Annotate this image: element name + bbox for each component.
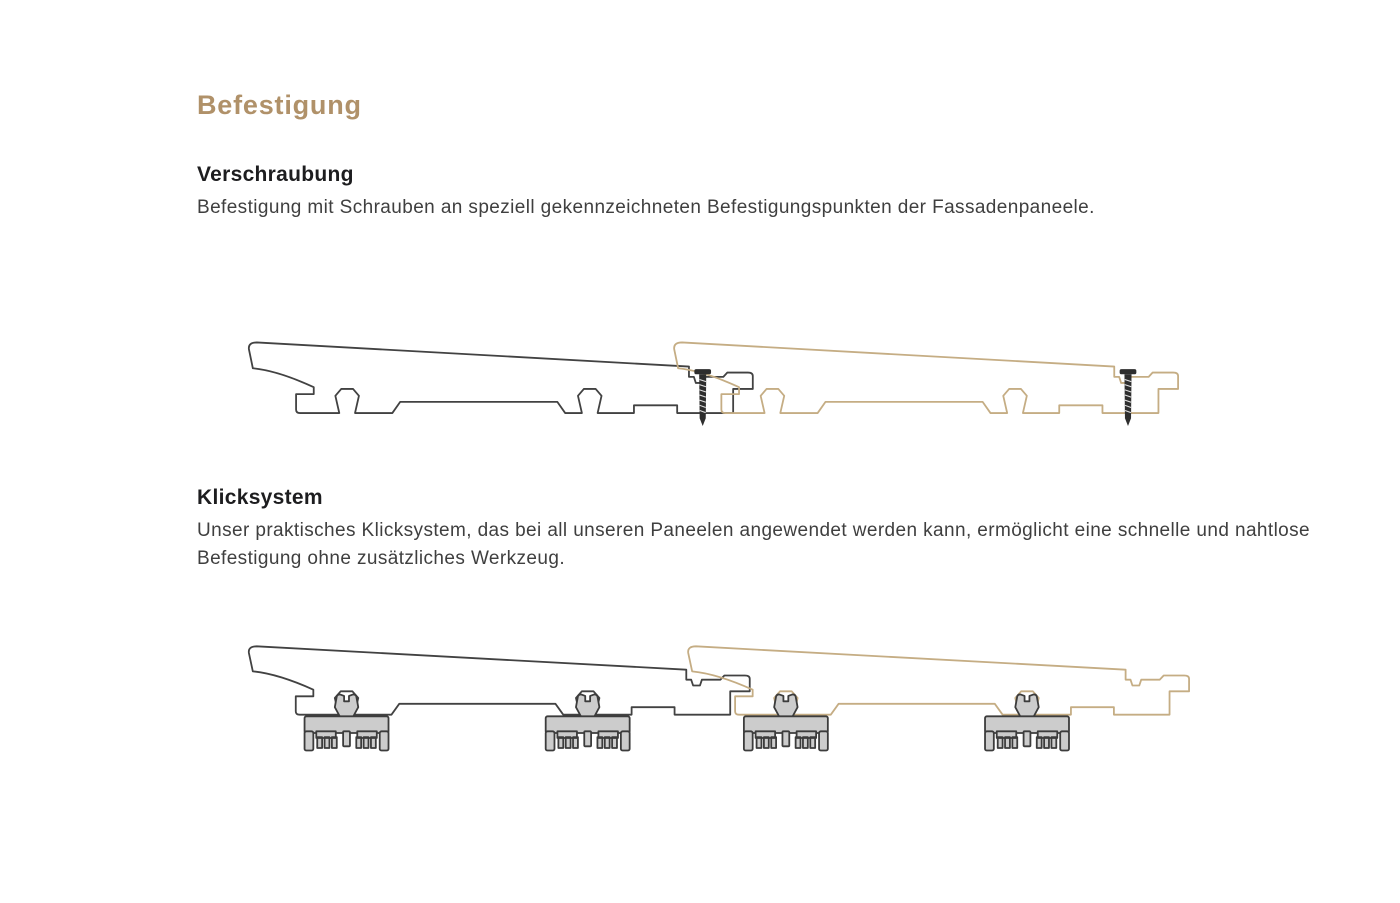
klicksystem-heading: Klicksystem [197, 486, 323, 509]
front-panel-outline [249, 646, 750, 714]
rear-panel-outline [674, 342, 1178, 413]
page-title: Befestigung [197, 90, 362, 120]
klicksystem-diagram [245, 643, 1192, 753]
mounting-clip [305, 694, 389, 750]
verschraubung-diagram [245, 339, 1183, 432]
mounting-clip [985, 694, 1069, 750]
rear-panel-outline [688, 646, 1189, 714]
klicksystem-body-text: Unser praktisches Klicksystem, das bei all unseren Paneelen angewendet werden kann, ermöglicht eine schnelle und nahtlose Befestigung ohne zusätzliches Werkzeug. [197, 520, 1311, 569]
section-klicksystem [197, 486, 1360, 753]
section-verschraubung [197, 163, 1360, 432]
verschraubung-body-text: Befestigung mit Schrauben an speziell gekennzeichneten Befestigungspunkten der Fassadenpaneele. [197, 197, 1095, 218]
mounting-clip [546, 694, 630, 750]
mounting-clip [744, 694, 828, 750]
verschraubung-heading: Verschraubung [197, 163, 354, 186]
front-panel-outline [249, 342, 753, 413]
